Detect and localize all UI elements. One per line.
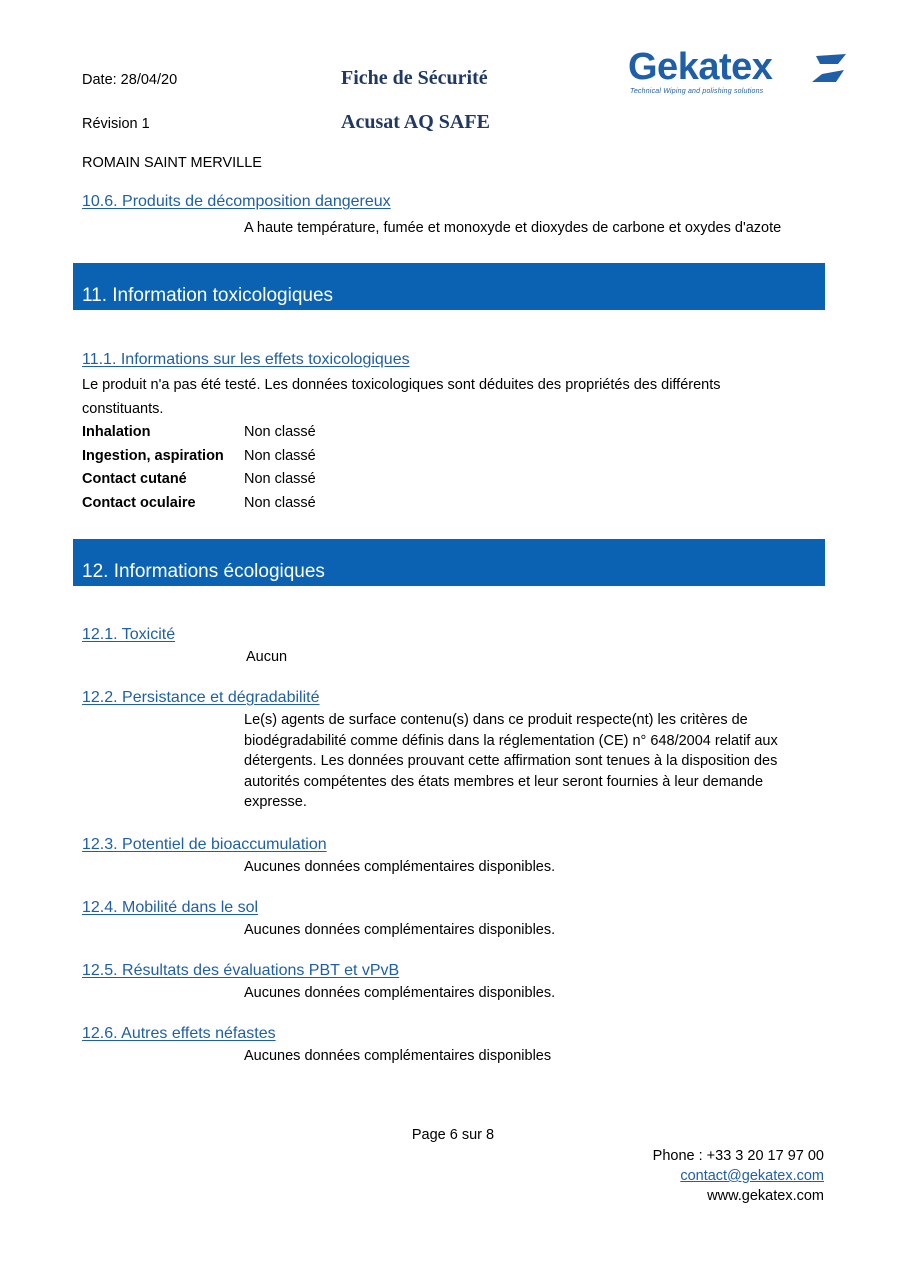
heading-12-2: 12.2. Persistance et dégradabilité [82,689,320,706]
gekatex-logo [628,46,850,100]
intro-11-1-line2: constituants. [82,401,164,417]
row-value: Non classé [244,471,316,487]
footer-email-link[interactable]: contact@gekatex.com [680,1168,824,1184]
header-author: ROMAIN SAINT MERVILLE [82,155,262,171]
row-label: Inhalation [82,424,151,440]
heading-12-3: 12.3. Potentiel de bioaccumulation [82,836,327,853]
text-12-2: Le(s) agents de surface contenu(s) dans ce produit respecte(nt) les critères de biodégradabilité comme définis dans la réglementation (CE) n° 648/2004 relatif aux détergents. Les données prouvant cette affirmation sont tenues à la disposition des autorités compétentes des états membres et leur seront fournies à leur demande expresse. [244,712,778,810]
text-12-1: Aucun [246,649,288,665]
product-name: Acusat AQ SAFE [341,111,490,133]
text-12-3: Aucunes données complémentaires disponibles. [244,859,556,875]
logo-swoosh-icon [808,52,848,86]
heading-12-6: 12.6. Autres effets néfastes [82,1025,276,1042]
footer-website: www.gekatex.com [707,1188,824,1204]
page-number: Page 6 sur 8 [411,1127,495,1143]
row-value: Non classé [244,448,316,464]
heading-11-1: 11.1. Informations sur les effets toxicologiques [82,351,410,368]
intro-11-1-line1: Le produit n'a pas été testé. Les données toxicologiques sont déduites des propriétés des différents [82,377,721,393]
header-date: Date: 28/04/20 [82,72,178,88]
header-revision: Révision 1 [82,116,150,132]
text-12-5: Aucunes données complémentaires disponibles. [244,985,556,1001]
heading-12-1: 12.1. Toxicité [82,626,176,643]
section-band-12 [73,539,825,586]
text-12-6: Aucunes données complémentaires disponibles [244,1048,552,1064]
text-12-4: Aucunes données complémentaires disponibles. [244,922,556,938]
row-value: Non classé [244,424,316,440]
document-title: Fiche de Sécurité [341,67,488,89]
row-label: Contact cutané [82,471,187,487]
text-10-6: A haute température, fumée et monoxyde et dioxydes de carbone et oxydes d'azote [244,220,782,236]
logo-tagline: Technical Wiping and polishing solutions [630,88,764,95]
heading-12-4: 12.4. Mobilité dans le sol [82,899,259,916]
section-band-11-title: 11. Information toxicologiques [82,285,334,306]
footer-phone: Phone : +33 3 20 17 97 00 [652,1148,824,1164]
row-label: Contact oculaire [82,495,196,511]
row-value: Non classé [244,495,316,511]
row-label: Ingestion, aspiration [82,448,224,464]
section-band-12-title: 12. Informations écologiques [82,561,325,582]
logo-wordmark: Gekatex [628,46,773,88]
section-band-11 [73,263,825,310]
heading-12-5: 12.5. Résultats des évaluations PBT et vPvB [82,962,400,979]
heading-10-6: 10.6. Produits de décomposition dangereux [82,193,391,210]
